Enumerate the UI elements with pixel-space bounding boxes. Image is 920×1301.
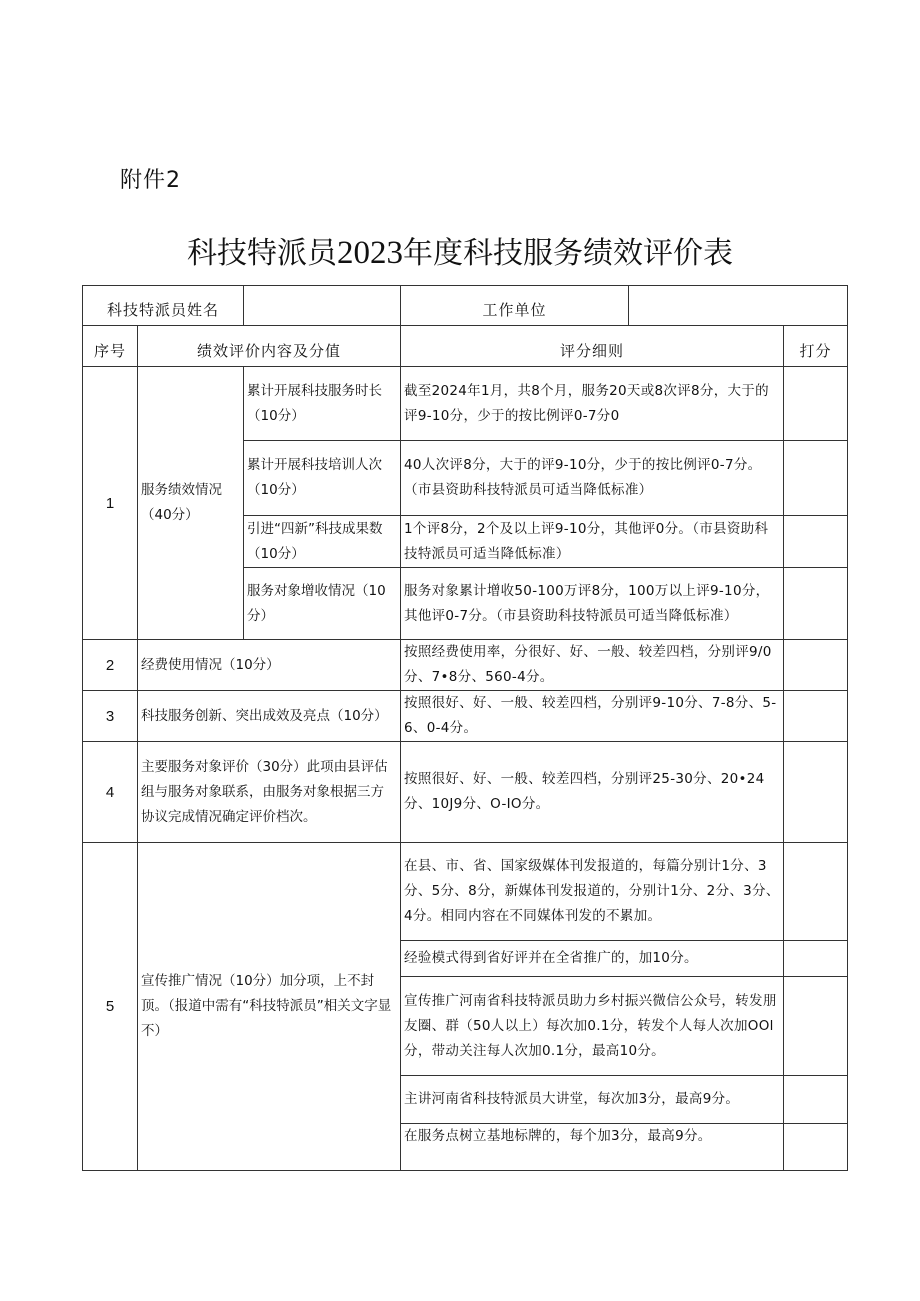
score-cell[interactable] — [784, 1076, 848, 1124]
title-year: 2023 — [337, 235, 403, 271]
row-index: 4 — [83, 742, 138, 843]
row-rule: 服务对象累计增收50-100万评8分，100万以上评9-10分，其他评0-7分。（市县资助科技特派员可适当降低标准） — [401, 568, 784, 640]
row-content: 主要服务对象评价（30分）此项由县评估组与服务对象联系，由服务对象根据三方协议完成情况确定评价档次。 — [138, 742, 401, 843]
score-cell[interactable] — [784, 640, 848, 691]
score-cell[interactable] — [784, 977, 848, 1076]
row-rule: 1个评8分，2个及以上评9-10分，其他评0分。（市县资助科技特派员可适当降低标准） — [401, 516, 784, 568]
row-item-name: 累计开展科技服务时长（10分） — [244, 367, 401, 441]
row-rule: 40人次评8分，大于的评9-10分，少于的按比例评0-7分。（市县资助科技特派员可适当降低标准） — [401, 441, 784, 516]
score-cell[interactable] — [784, 691, 848, 742]
table-row — [83, 843, 848, 941]
row-index: 1 — [83, 367, 138, 640]
row-rule: 按照经费使用率，分很好、好、一般、较差四档，分别评9/0分、7•8分、560-4分。 — [401, 640, 784, 691]
row-rule: 按照很好、好、一般、较差四档，分别评25-30分、20•24分、10J9分、O-IO分。 — [401, 742, 784, 843]
row-item-name: 服务对象增收情况（10分） — [244, 568, 401, 640]
column-header-index: 序号 — [83, 326, 138, 367]
name-label: 科技特派员姓名 — [83, 286, 244, 326]
title-part1: 科技特派员 — [187, 236, 337, 271]
table-row — [83, 640, 848, 691]
row-rule: 在县、市、省、国家级媒体刊发报道的，每篇分别计1分、3分、5分、8分，新媒体刊发报道的，分别计1分、2分、3分、4分。相同内容在不同媒体刊发的不累加。 — [401, 843, 784, 941]
row-index: 3 — [83, 691, 138, 742]
name-value-cell[interactable] — [244, 286, 401, 326]
unit-label: 工作单位 — [401, 286, 629, 326]
title-part2: 年度科技服务绩效评价表 — [403, 236, 733, 271]
score-cell[interactable] — [784, 367, 848, 441]
row-content: 宣传推广情况（10分）加分项，上不封顶。（报道中需有“科技特派员”相关文字显不） — [138, 843, 401, 1171]
page-title — [0, 228, 920, 272]
row-rule: 截至2024年1月，共8个月，服务20天或8次评8分，大于的评9-10分，少于的按比例评0-7分0 — [401, 367, 784, 441]
evaluation-table — [82, 285, 848, 1171]
table-row — [83, 742, 848, 843]
attachment-label: 附件2 — [120, 168, 181, 193]
unit-value-cell[interactable] — [629, 286, 848, 326]
row-item-name: 引进“四新”科技成果数（10分） — [244, 516, 401, 568]
table-row — [83, 691, 848, 742]
row-content: 科技服务创新、突出成效及亮点（10分） — [138, 691, 401, 742]
score-cell[interactable] — [784, 843, 848, 941]
row-rule: 经验模式得到省好评并在全省推广的，加10分。 — [401, 941, 784, 977]
column-header-score: 打分 — [784, 326, 848, 367]
column-header-content: 绩效评价内容及分值 — [138, 326, 401, 367]
row-item-name: 累计开展科技培训人次（10分） — [244, 441, 401, 516]
score-cell[interactable] — [784, 941, 848, 977]
row-rule: 主讲河南省科技特派员大讲堂，每次加3分，最高9分。 — [401, 1076, 784, 1124]
score-cell[interactable] — [784, 1124, 848, 1171]
row-index: 5 — [83, 843, 138, 1171]
score-cell[interactable] — [784, 441, 848, 516]
score-cell[interactable] — [784, 568, 848, 640]
row-content: 经费使用情况（10分） — [138, 640, 401, 691]
table-row — [83, 367, 848, 441]
row-rule: 按照很好、好、一般、较差四档，分别评9-10分、7-8分、5-6、0-4分。 — [401, 691, 784, 742]
score-cell[interactable] — [784, 516, 848, 568]
column-header-rules: 评分细则 — [401, 326, 784, 367]
row-rule: 宣传推广河南省科技特派员助力乡村振兴微信公众号，转发朋友圈、群（50人以上）每次加0.1分，转发个人每人次加OOl分，带动关注每人次加0.1分，最高10分。 — [401, 977, 784, 1076]
row-index: 2 — [83, 640, 138, 691]
row-category: 服务绩效情况（40分） — [138, 367, 244, 640]
row-rule: 在服务点树立基地标牌的，每个加3分，最高9分。 — [401, 1124, 784, 1171]
score-cell[interactable] — [784, 742, 848, 843]
